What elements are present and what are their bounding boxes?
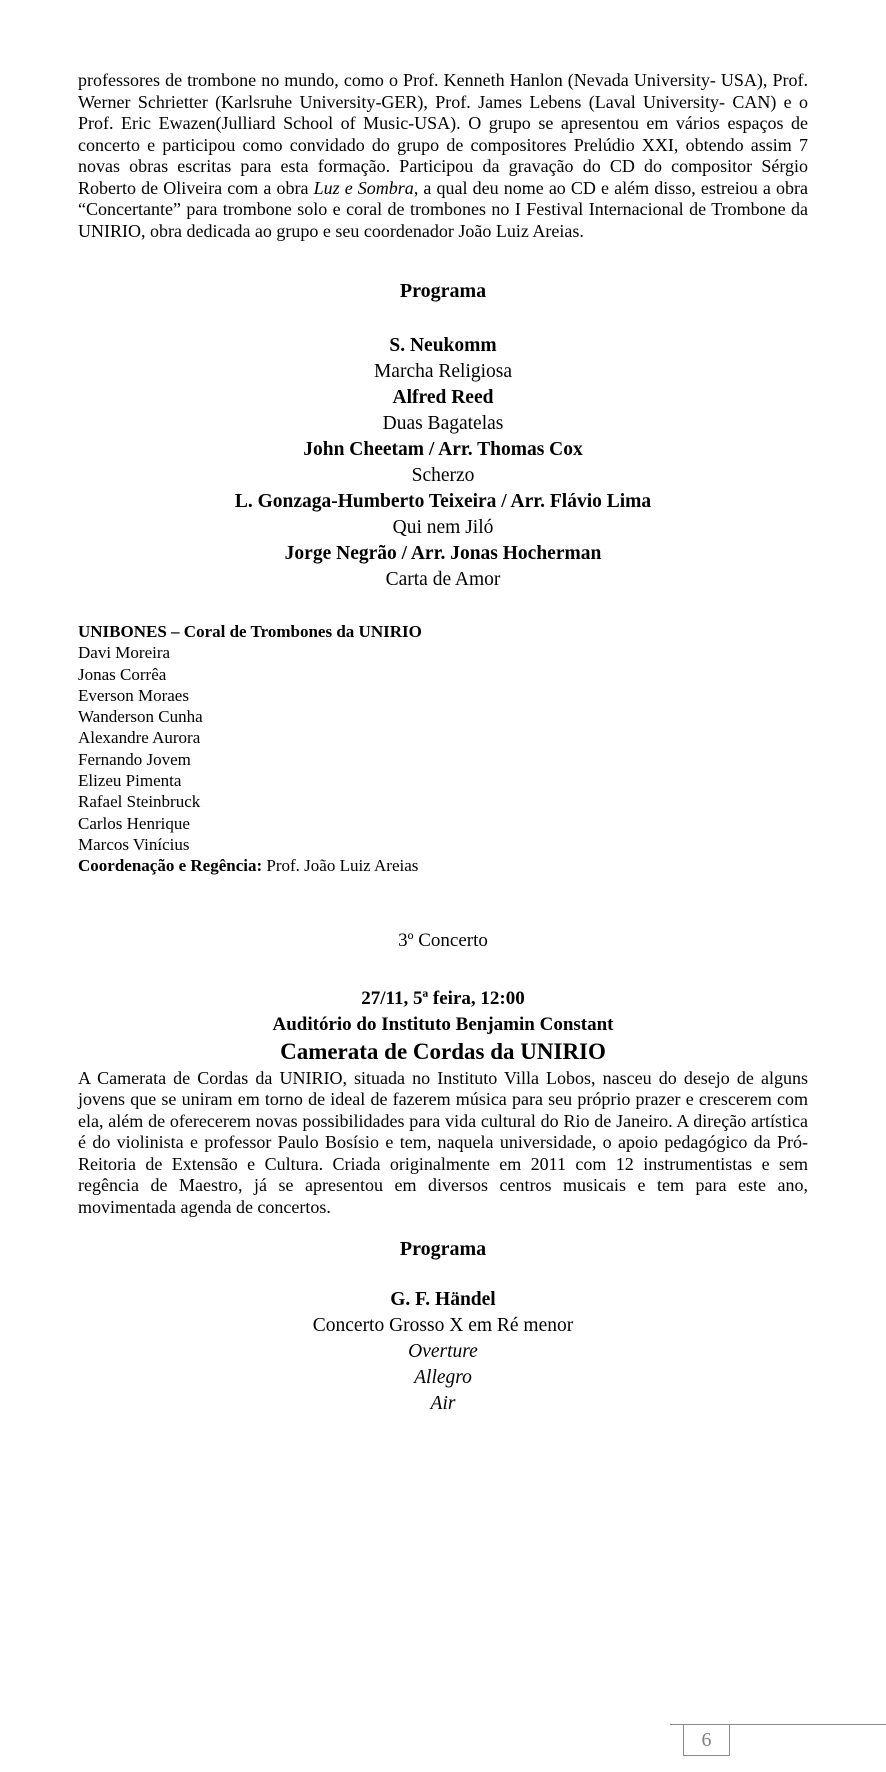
concert3-title: Camerata de Cordas da UNIRIO [280, 1038, 606, 1064]
ensemble-section [78, 621, 808, 877]
intro-paragraph [78, 70, 808, 242]
concert3-section-label: 3º Concerto [398, 929, 488, 951]
member-name: Wanderson Cunha [78, 707, 203, 727]
concert3-datetime: 27/11, 5ª feira, 12:00 [361, 987, 525, 1009]
coordination-line [78, 855, 808, 876]
movement-title: Allegro [414, 1367, 472, 1389]
program-heading-1: Programa [399, 280, 487, 302]
concert3-venue: Auditório do Instituto Benjamin Constant [272, 1013, 614, 1035]
coordination-label: Coordenação e Regência: [78, 856, 263, 876]
piece-title: Concerto Grosso X em Ré menor [312, 1315, 574, 1337]
member-name: Jonas Corrêa [78, 664, 167, 684]
piece-title: Marcha Religiosa [373, 361, 513, 382]
ensemble-heading: UNIBONES – Coral de Trombones da UNIRIO [78, 622, 422, 641]
page-footer [670, 1724, 886, 1756]
movement-title: Air [430, 1393, 456, 1415]
composer-name: John Cheetam / Arr. Thomas Cox [303, 439, 583, 460]
member-name: Alexandre Aurora [78, 728, 201, 748]
piece-title: Scherzo [411, 465, 475, 486]
member-name: Davi Moreira [78, 643, 171, 663]
piece-title: Duas Bagatelas [382, 413, 504, 434]
composer-name: L. Gonzaga-Humberto Teixeira / Arr. Flávio Lima [234, 491, 652, 512]
program-heading-2: Programa [399, 1238, 487, 1261]
page-number-box [683, 1725, 730, 1756]
concert3-header [78, 986, 808, 1066]
movement-title: Overture [408, 1341, 478, 1363]
concert3-description: A Camerata de Cordas da UNIRIO, situada no Instituto Villa Lobos, nasceu do desejo de alguns jovens que se uniram em torno de ideal de fazerem música para seu próprio prazer e crescerem com ela, além de oferecerem novas possibilidades para vida cultural do Rio de Janeiro. A direção artística é do violinista e professor Paulo Bosísio e tem, naquela universidade, o apoio pedagógico da Pró-Reitoria de Extensão e Cultura. Criada originalmente em 2011 com 12 instrumentistas e sem regência de Maestro, já se apresentou em diversos centros musicais e tem para este ano, movimentada agenda de concertos. [78, 1067, 808, 1217]
member-name: Everson Moraes [78, 685, 189, 705]
intro-text-part1: professores de trombone no mundo, como o Prof. Kenneth Hanlon (Nevada University- USA), Prof. Werner Schrietter (Karlsruhe University-GER), Prof. James Lebens (Laval University- CAN) e o Prof. Eric Ewazen(Julliard School of Music-USA). O grupo se apresentou em vários espaços de concerto e participou como convidado do grupo de compositores Prelúdio XXI, obtendo assim 7 novas obras escritas para esta formação. Participou da gravação do CD do compositor Sérgio Roberto de Oliveira com a obra [78, 70, 808, 198]
page-number: 6 [701, 1728, 712, 1751]
member-name: Marcos Vinícius [78, 834, 190, 854]
member-name: Carlos Henrique [78, 813, 190, 833]
program-list-1 [78, 333, 808, 593]
member-name: Elizeu Pimenta [78, 771, 182, 791]
work-title-luz-e-sombra: Luz e Sombra [313, 177, 414, 198]
piece-title: Carta de Amor [385, 569, 501, 590]
program-list-2 [78, 1287, 808, 1417]
member-name: Fernando Jovem [78, 749, 191, 769]
member-name: Rafael Steinbruck [78, 792, 201, 812]
composer-name: S. Neukomm [389, 335, 497, 356]
intro-text-part2: , a qual deu nome ao CD e além disso, estreiou a obra “Concertante” para trombone solo e coral de trombones no I Festival Internacional de Trombone da UNIRIO, obra dedicada ao grupo e seu coordenador João Luiz Areias. [78, 177, 809, 241]
composer-name: G. F. Händel [390, 1289, 496, 1311]
composer-name: Alfred Reed [392, 387, 494, 408]
coordination-value: Prof. João Luiz Areias [262, 856, 419, 876]
composer-name: Jorge Negrão / Arr. Jonas Hocherman [284, 543, 602, 564]
piece-title: Qui nem Jiló [392, 517, 494, 538]
